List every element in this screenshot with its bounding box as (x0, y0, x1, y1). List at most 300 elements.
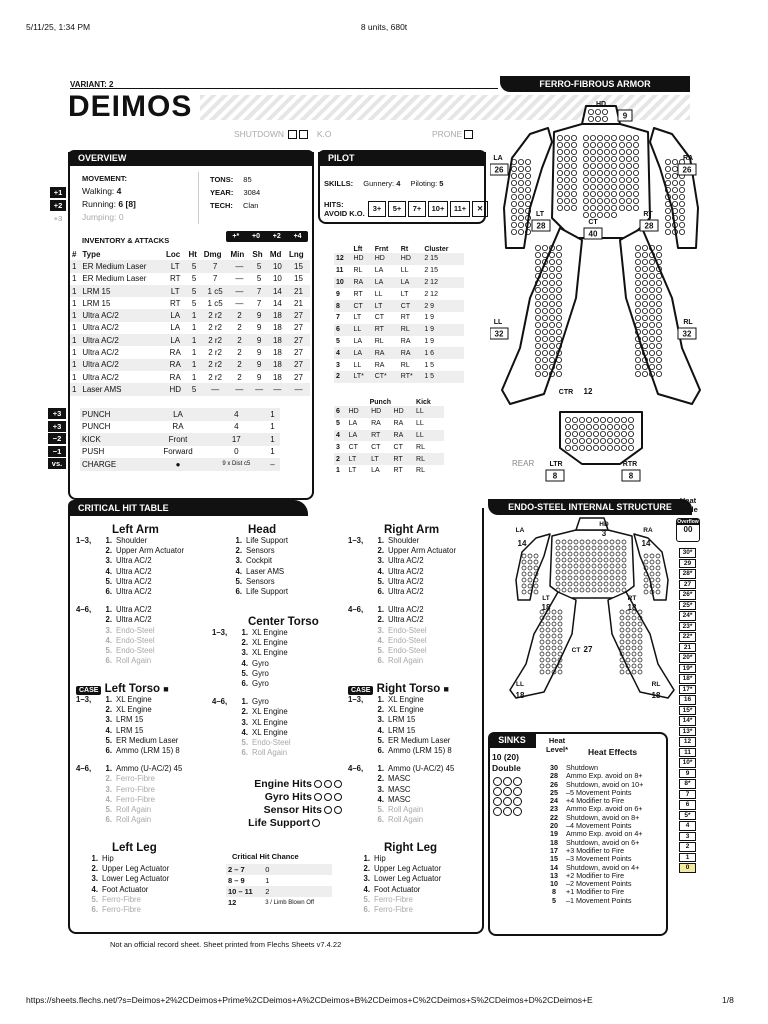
armor-rl-label: RL (683, 319, 693, 326)
internal-ra-label: RA (643, 527, 653, 534)
heat-scale-cell[interactable]: 18* (679, 674, 696, 684)
running-row: Running: 6 [8] (82, 199, 136, 209)
armor-pip[interactable] (558, 670, 562, 674)
armor-hd-label: HD (595, 101, 607, 108)
heat-scale-cell[interactable]: 5* (679, 811, 696, 821)
internal-header: ENDO-STEEL INTERNAL STRUCTURE (488, 499, 692, 515)
hit-location-row: 6 LL RT RL 1 9 (334, 324, 464, 336)
crit-slot[interactable]: 3. Ultra AC/2 (377, 556, 424, 566)
heat-scale-cell[interactable]: 25* (679, 601, 696, 611)
heat-effect-row: 15 –3 Movement Points (550, 854, 632, 864)
weapon-row: 1 Ultra AC/2 LA 1 2 r2 2 9 18 27 (70, 309, 310, 321)
armor-pip[interactable] (556, 364, 561, 369)
crit-slot[interactable]: 5. Roll Again (377, 805, 424, 815)
internal-hd-value: 3 (601, 529, 607, 538)
heat-scale-cell[interactable]: 3 (679, 832, 696, 842)
armor-pip[interactable] (644, 590, 648, 594)
jump-mod: +3 (53, 214, 63, 223)
physical-hit-table: Punch Kick 6 HD HD HD LL 5 LA RA RA LL 4 LA RT RA LL 3 CT CT CT RL 2 LT LT RT RL 1 LT LA RT RL (334, 399, 444, 477)
weapon-row: 1 Ultra AC/2 RA 1 2 r2 2 9 18 27 (72, 348, 303, 358)
heat-effect-row: 23 Ammo Exp. avoid on 6+ (550, 804, 643, 814)
heat-sink-dot[interactable] (513, 797, 522, 806)
crit-slot[interactable]: 4–6, 1. Ultra AC/2 (348, 605, 424, 615)
crit-slot[interactable]: 4–6, 1. Ammo (U-AC/2) 45 (348, 764, 455, 774)
crit-slot[interactable]: 4. Ultra AC/2 (377, 566, 424, 576)
armor-pip[interactable] (656, 245, 661, 250)
internal-lt-label: LT (542, 595, 550, 602)
heat-scale-cell[interactable]: 28* (679, 569, 696, 579)
crit-slot[interactable]: 6. Ammo (LRM 15) 8 (105, 746, 180, 756)
crit-slot[interactable]: 4–6, 1. Gyro (212, 697, 269, 707)
weapon-row: 1 LRM 15 RT 5 1 c5 — 7 14 21 (72, 298, 303, 308)
armor-pip[interactable] (534, 584, 538, 588)
armor-rtr-value: 8 (628, 471, 634, 481)
gyro-hit-1[interactable] (314, 793, 322, 801)
crit-slot[interactable]: 1–3, 1. XL Engine (76, 695, 152, 704)
crit-slot[interactable]: 1–3, 1. Shoulder (76, 536, 148, 545)
armor-ct-label: CT (588, 219, 598, 226)
heat-sink-dot[interactable] (493, 807, 502, 816)
weapon-row: 1 Ultra AC/2 RA 1 2 r2 2 9 18 27 (70, 359, 310, 371)
year-row: YEAR: 3084 (210, 188, 261, 197)
heat-sink-dot[interactable] (493, 787, 502, 796)
crit-chance-title: Critical Hit Chance (232, 852, 299, 861)
heat-scale-cell[interactable]: 22* (679, 632, 696, 642)
armor-pip[interactable] (535, 245, 540, 250)
crit-slot[interactable]: 2. Ultra AC/2 (105, 615, 152, 625)
crit-slot[interactable]: 4. Foot Actuator (91, 884, 149, 894)
armor-ll-label: LL (493, 319, 503, 326)
armor-rt-value: 28 (644, 221, 654, 231)
heat-effects-table (544, 764, 668, 905)
physical-hit-row: 2 LT LT RT RL (334, 453, 444, 465)
hit-location-row: 11 RL LA LL 2 15 (336, 267, 438, 275)
crit-slot[interactable]: 5. Roll Again (105, 805, 152, 815)
armor-ltr-value: 8 (552, 471, 558, 481)
crit-slot[interactable]: 3. XL Engine (241, 648, 288, 658)
hit-location-row: 5 LA RL RA 1 9 (336, 337, 435, 345)
heat-effect-row: 20 –4 Movement Points (550, 821, 632, 831)
heat-scale-cell[interactable]: 0 (679, 863, 696, 873)
armor-pip[interactable] (620, 670, 624, 674)
ko-box-4[interactable]: 10+ (428, 201, 448, 217)
shutdown-checkbox-2[interactable] (299, 130, 308, 139)
armor-pip[interactable] (620, 664, 624, 668)
physical-hit-row: 4 LA RT RA LL (334, 430, 444, 442)
crit-slot[interactable]: 4. Laser AMS (235, 566, 285, 576)
ko-box-dead[interactable]: ✕ (472, 201, 488, 217)
internal-ll-label: LL (516, 681, 524, 688)
crit-slot[interactable]: 3. Lower Leg Actuator (91, 874, 170, 884)
overview-header: OVERVIEW (68, 150, 314, 166)
crit-chance-row: 2 – 7 0 (226, 864, 332, 875)
crit-slot[interactable]: 4. Gyro (241, 658, 269, 668)
heat-scale-cell[interactable]: 11 (679, 748, 696, 758)
crit-slot[interactable]: 5. Ferro-Fibre (363, 894, 413, 904)
engine-hit-2[interactable] (324, 780, 332, 788)
crit-chance-row: 10 – 11 2 (226, 886, 332, 897)
run-mod: +2 (50, 200, 66, 211)
heat-scale-cell[interactable]: 24* (679, 611, 696, 621)
weapon-row: 1 Ultra AC/2 LA 1 2 r2 2 9 18 27 (72, 323, 303, 333)
shutdown-checkbox[interactable] (288, 130, 297, 139)
heat-sink-dot[interactable] (503, 777, 512, 786)
internal-ct-label: CT (571, 647, 581, 654)
armor-pip[interactable] (535, 266, 540, 271)
hit-location-table: Lft Frnt Rt Cluster 12 HD HD HD 2 15 11 RL LA LL 2 15 10 RA LA LA 2 12 9 RT LL LT 2 12 8 CT LT CT 2 9 7 LT CT RT 1 9 6 LL RT RL 1 9 5 LA RL RA 1 9 4 LA RA RA 1 6 3 LL RA RL 1 5 2 LT* CT* RT* 1 5 (334, 246, 464, 383)
armor-pip[interactable] (635, 350, 640, 355)
crit-slot[interactable]: 6. Ferro-Fibre (91, 905, 141, 915)
armor-pip[interactable] (642, 364, 647, 369)
armor-rtr-label: RTR (622, 461, 638, 468)
armor-pip[interactable] (665, 229, 670, 234)
crit-slot[interactable]: 4. LRM 15 (105, 725, 144, 735)
crit-slot[interactable]: 2. Upper Leg Actuator (91, 864, 170, 874)
inventory-table: # Type Loc Ht Dmg Min Sh Md Lng 1 ER Medium Laser LT 5 7 — 5 10 15 1 ER Medium Laser RT 5 7 — 5 10 15 1 LRM 15 LT 5 1 c5 — 7 14 21 1 LRM 15 RT 5 1 c5 — 7 14 21 1 Ultra AC/2 LA 1 2 r2 2 9 18 27 1 Ultra AC/2 LA 1 2 r2 2 9 18 27 1 Ultra AC/2 LA 1 2 r2 2 9 18 27 1 Ultra AC/2 RA 1 2 r2 2 9 18 27 1 Ultra AC/2 RA 1 2 r2 2 9 18 27 1 Ultra AC/2 RA 1 2 r2 2 9 18 27 1 Laser AMS HD 5 — — — — — (70, 248, 310, 396)
weapon-row: 1 Ultra AC/2 LA 1 2 r2 2 9 18 27 (70, 334, 310, 346)
jumping-row: Jumping: 0 (82, 212, 124, 222)
crit-slot[interactable]: 2. XL Engine (377, 705, 424, 715)
heat-scale-cell[interactable]: 20* (679, 653, 696, 663)
armor-pip[interactable] (665, 208, 670, 213)
crit-slot[interactable]: 3. Lower Leg Actuator (363, 874, 442, 884)
print-page-number: 1/8 (722, 995, 734, 1005)
armor-pip[interactable] (665, 215, 670, 220)
heat-scale-cell[interactable]: 21 (679, 643, 696, 653)
crit-slot[interactable]: 6. Ammo (LRM 15) 8 (377, 746, 452, 756)
crit-slot[interactable]: 4–6, 1. Ultra AC/2 (76, 605, 152, 615)
armor-pip[interactable] (635, 371, 640, 376)
crit-slot[interactable]: 3. Cockpit (235, 556, 272, 566)
sensor-hit-1[interactable] (324, 806, 332, 814)
gyro-hit-3[interactable] (334, 793, 342, 801)
sensor-hit-2[interactable] (334, 806, 342, 814)
crit-head: Head 1. Life Support 2. Sensors 3. Cockpit 4. Laser AMS 5. Sensors 6. Life Support (220, 524, 360, 597)
divider (198, 172, 199, 224)
physical-hit-row: 1 LT LA RT RL (336, 467, 425, 475)
armor-pip[interactable] (635, 357, 640, 362)
armor-pip[interactable] (534, 590, 538, 594)
crit-slot[interactable]: 4. LRM 15 (377, 725, 416, 735)
heat-effects-label: Heat Effects (588, 747, 638, 757)
crit-slot[interactable]: 1. Life Support (235, 536, 289, 545)
armor-pip[interactable] (642, 371, 647, 376)
heat-scale-cell[interactable]: 16 (679, 695, 696, 705)
pilot-header: PILOT (318, 150, 486, 166)
armor-lt-value: 28 (536, 221, 546, 231)
armor-pip[interactable] (535, 259, 540, 264)
heat-sink-dot[interactable] (503, 787, 512, 796)
armor-ll-value: 32 (494, 329, 504, 339)
heat-effect-row: 26 Shutdown, avoid on 10+ (550, 779, 644, 789)
internal-diagram (500, 516, 684, 720)
heat-sink-dot[interactable] (513, 807, 522, 816)
internal-ct-value: 27 (583, 645, 593, 654)
heat-scale-cell[interactable]: 1 (679, 853, 696, 863)
hit-location-row: 2 LT* CT* RT* 1 5 (334, 371, 464, 383)
internal-hd-label: HD (599, 521, 609, 528)
inventory-title: INVENTORY & ATTACKS (82, 236, 170, 245)
crit-slot[interactable]: 6. Roll Again (377, 815, 424, 825)
armor-ctr-value: 12 (583, 387, 593, 396)
crit-slot[interactable]: 2. Upper Arm Actuator (377, 546, 457, 556)
heat-sink-dot[interactable] (503, 807, 512, 816)
crit-slot[interactable]: 4. XL Engine (241, 727, 288, 737)
case-badge-right: CASE (348, 686, 373, 695)
armor-ctr-label: CTR (558, 389, 574, 396)
tons-row: TONS: 85 (210, 175, 252, 184)
crit-slot[interactable]: 3. LRM 15 (377, 715, 416, 725)
heat-sink-dot[interactable] (513, 787, 522, 796)
crit-slot[interactable]: 2. MASC (377, 774, 411, 784)
physical-hit-row: 5 LA RA RA LL (336, 420, 424, 428)
range-modifiers: +* +0 +2 +4 (226, 231, 308, 242)
heat-scale (679, 548, 696, 874)
title-rule (70, 88, 498, 89)
armor-lt-label: LT (535, 211, 545, 218)
heat-scale-cell[interactable]: 23* (679, 622, 696, 632)
crit-slot[interactable]: 5. ER Medium Laser (105, 735, 179, 745)
armor-pip[interactable] (556, 357, 561, 362)
heat-scale-cell[interactable]: 9 (679, 769, 696, 779)
crit-slot[interactable]: 3. LRM 15 (105, 715, 144, 725)
engine-hit-1[interactable] (314, 780, 322, 788)
internal-rl-value: 18 (651, 691, 661, 700)
internal-right-leg (608, 592, 674, 698)
crit-slot[interactable]: 5. ER Medium Laser (377, 735, 451, 745)
crit-slot[interactable]: 6. Ultra AC/2 (105, 587, 152, 597)
physical-attack-row: CHARGE ● 9 x Dist c5 – (80, 458, 280, 471)
crit-left-leg: Left Leg 1. Hip 2. Upper Leg Actuator 3. Lower Leg Actuator 4. Foot Actuator 5. Ferro-Fibre 6. Ferro-Fibre (76, 842, 216, 915)
armor-pip[interactable] (656, 252, 661, 257)
crit-slot[interactable]: 2. Upper Leg Actuator (363, 864, 442, 874)
crit-slot[interactable]: 3. MASC (377, 784, 411, 794)
hit-location-row: 3 LL RA RL 1 5 (336, 361, 435, 369)
crit-slot[interactable]: 3. Ferro-Fibre (105, 784, 155, 794)
crit-slot[interactable]: 6. Roll Again (105, 656, 152, 666)
heat-effect-row: 13 +2 Modifier to Fire (550, 870, 625, 880)
crit-slot[interactable]: 3. XL Engine (241, 717, 288, 727)
ko-box-5[interactable]: 11+ (450, 201, 470, 217)
heat-effect-row: 8 +1 Modifier to Fire (552, 887, 625, 897)
heat-scale-cell[interactable]: 17* (679, 685, 696, 695)
prone-checkbox[interactable] (464, 130, 473, 139)
heat-effect-row: 30 Shutdown (550, 763, 598, 772)
heat-scale-cell[interactable]: 29 (679, 559, 696, 569)
weapon-row: 1 ER Medium Laser RT 5 7 — 5 10 15 (72, 274, 303, 284)
heat-overflow: Overflow 00 (676, 518, 700, 542)
heat-scale-cell[interactable]: 2 (679, 842, 696, 852)
print-timestamp: 5/11/25, 1:34 PM (26, 22, 91, 32)
heat-scale-cell[interactable]: 19* (679, 664, 696, 674)
heat-scale-cell[interactable]: 26* (679, 590, 696, 600)
heat-sink-dot[interactable] (493, 777, 502, 786)
mech-name: DEIMOS (68, 90, 193, 123)
internal-rt-label: RT (627, 595, 637, 602)
crit-slot[interactable]: 5. Ultra AC/2 (377, 576, 424, 586)
armor-pip[interactable] (542, 245, 547, 250)
crit-right-torso: CASE Right Torso ■ 1–3, 1. XL Engine 2. XL Engine 3. LRM 15 4. LRM 15 5. ER Medium Laser 6. Ammo (LRM 15) 8 4–6, 1. Ammo (U-AC/2) 45 2. MASC 3. MASC 4. MASC 5. Roll Again 6. Roll Again (348, 683, 478, 825)
hit-location-row: 9 RT LL LT 2 12 (336, 290, 438, 298)
walking-row: Walking: 4 (82, 186, 122, 196)
ko-box-3[interactable]: 7+ (408, 201, 426, 217)
weapon-row: 1 Ultra AC/2 RA 1 2 r2 2 9 18 27 (72, 372, 303, 382)
crit-slot[interactable]: 2. XL Engine (105, 705, 152, 715)
crit-slot[interactable]: 4. Endo-Steel (105, 635, 155, 645)
crit-slot[interactable]: 3. Ultra AC/2 (105, 556, 152, 566)
internal-rl-label: RL (651, 681, 661, 688)
sinks-type: Double (492, 763, 521, 773)
rear-label: REAR (512, 459, 535, 468)
gyro-hit-2[interactable] (324, 793, 332, 801)
crit-slot[interactable]: 2. Sensors (235, 546, 275, 556)
heat-effect-row: 18 Shutdown, avoid on 6+ (550, 837, 640, 847)
hit-location-row: 7 LT CT RT 1 9 (336, 314, 435, 322)
crit-slot[interactable]: 4. Endo-Steel (377, 635, 427, 645)
crit-slot[interactable]: 5. Endo-Steel (105, 646, 155, 656)
crit-slot[interactable]: 2. Ferro-Fibre (105, 774, 155, 784)
crit-slot[interactable]: 1. Hip (363, 854, 386, 863)
crit-slot[interactable]: 1–3, 1. XL Engine (348, 695, 424, 704)
ko-box-2[interactable]: 5+ (388, 201, 406, 217)
print-tab-title: 8 units, 680t (360, 22, 408, 32)
pilot-hits-label: HITS: AVOID K.O. (324, 200, 365, 218)
heat-effect-row: 17 +3 Modifier to Fire (550, 845, 625, 855)
crit-slot[interactable]: 1. Hip (91, 854, 114, 863)
armor-pip[interactable] (644, 584, 648, 588)
armor-pip[interactable] (638, 610, 642, 614)
heat-scale-title: Heat Scale (678, 496, 698, 514)
armor-pip[interactable] (635, 364, 640, 369)
armor-la-label: LA (493, 155, 503, 162)
heat-scale-cell[interactable]: 30* (679, 548, 696, 558)
hit-location-row: 8 CT LT CT 2 9 (334, 300, 464, 312)
heat-scale-cell[interactable]: 6 (679, 800, 696, 810)
crit-slot[interactable]: 5. Ferro-Fibre (91, 894, 141, 904)
heat-scale-cell[interactable]: 13* (679, 727, 696, 737)
armor-hd-value: 9 (622, 111, 628, 121)
heat-sink-dot[interactable] (493, 797, 502, 806)
crit-header: CRITICAL HIT TABLE (68, 500, 308, 516)
crit-slot[interactable]: 5. Sensors (235, 576, 275, 586)
crit-slot[interactable]: 4–6, 1. Ammo (U-AC/2) 45 (76, 764, 183, 774)
crit-center-torso: Center Torso 1–3, 1. XL Engine 2. XL Engine 3. XL Engine 4. Gyro 5. Gyro 6. Gyro 4–6, 1. Gyro 2. XL Engine 3. XL Engine 4. XL Engine 5. Endo-Steel 6. Roll Again (212, 616, 352, 758)
crit-slot[interactable]: 4. Foot Actuator (363, 884, 421, 894)
crit-slot[interactable]: 6. Roll Again (241, 748, 288, 758)
heat-scale-cell[interactable]: 7 (679, 790, 696, 800)
crit-slot[interactable]: 2. Upper Arm Actuator (105, 546, 185, 556)
crit-slot[interactable]: 4. Ultra AC/2 (105, 566, 152, 576)
crit-chance-table (226, 864, 332, 908)
heat-scale-cell[interactable]: 12 (679, 737, 696, 747)
crit-slot[interactable]: 4. MASC (377, 794, 411, 804)
heat-scale-cell[interactable]: 27 (679, 580, 696, 590)
crit-right-leg: Right Leg 1. Hip 2. Upper Leg Actuator 3. Lower Leg Actuator 4. Foot Actuator 5. Ferro-Fibre 6. Ferro-Fibre (348, 842, 478, 915)
crit-slot[interactable]: 2. XL Engine (241, 638, 288, 648)
crit-slot[interactable]: 4. Ferro-Fibre (105, 794, 155, 804)
crit-chance-row: 12 3 / Limb Blown Off (228, 898, 315, 907)
armor-pip[interactable] (556, 371, 561, 376)
hit-location-row: 12 HD HD HD 2 15 (334, 253, 464, 265)
crit-slot[interactable]: 6. Gyro (241, 679, 269, 689)
crit-slot[interactable]: 5. Endo-Steel (377, 646, 427, 656)
physical-attack-row: PUSH Forward 0 1 (82, 447, 275, 457)
armor-pip[interactable] (542, 252, 547, 257)
crit-slot[interactable]: 3. Endo-Steel (105, 625, 155, 635)
physical-attacks-table (80, 408, 280, 471)
variant-label: VARIANT: 2 (70, 80, 114, 89)
crit-slot[interactable]: 6. Ferro-Fibre (363, 905, 413, 915)
armor-type-header: FERRO-FIBROUS ARMOR (500, 76, 690, 92)
crit-slot[interactable]: 6. Roll Again (105, 815, 152, 825)
heat-scale-cell[interactable]: 15* (679, 706, 696, 716)
heat-scale-cell[interactable]: 4 (679, 821, 696, 831)
armor-rl-value: 32 (682, 329, 692, 339)
heat-effect-row: 22 Shutdown, avoid on 8+ (550, 812, 640, 822)
crit-slot[interactable]: 2. XL Engine (241, 707, 288, 717)
case-badge-left: CASE (76, 686, 101, 695)
heat-scale-cell[interactable]: 10* (679, 758, 696, 768)
hit-location-row: 10 RA LA LA 2 12 (334, 277, 464, 289)
crit-slot[interactable]: 5. Endo-Steel (241, 738, 291, 748)
internal-ra-value: 14 (641, 539, 651, 548)
crit-slot[interactable]: 1–3, 1. Shoulder (348, 536, 420, 545)
heat-sink-dot[interactable] (503, 797, 512, 806)
sinks-header: SINKS (488, 732, 536, 748)
heat-effect-row: 25 –5 Movement Points (550, 787, 632, 797)
crit-slot[interactable]: 3. Endo-Steel (377, 625, 427, 635)
armor-pip[interactable] (558, 664, 562, 668)
crit-left-torso: CASE Left Torso ■ 1–3, 1. XL Engine 2. XL Engine 3. LRM 15 4. LRM 15 5. ER Medium Laser 6. Ammo (LRM 15) 8 4–6, 1. Ammo (U-AC/2) 45 2. Ferro-Fibre 3. Ferro-Fibre 4. Ferro-Fibre 5. Roll Again 6. Roll Again (76, 683, 216, 825)
armor-pip[interactable] (635, 343, 640, 348)
crit-slot[interactable]: 2. Ultra AC/2 (377, 615, 424, 625)
armor-torso (552, 124, 650, 238)
ko-box-1[interactable]: 3+ (368, 201, 386, 217)
ko-track (368, 201, 488, 217)
weapon-row: 1 ER Medium Laser LT 5 7 — 5 10 15 (70, 260, 310, 272)
shutdown-status: SHUTDOWN K.O (234, 129, 332, 139)
armor-ltr-label: LTR (549, 461, 563, 468)
heat-scale-cell[interactable]: 8* (679, 779, 696, 789)
heat-sink-tracker (493, 777, 533, 817)
crit-slot[interactable]: 6. Roll Again (377, 656, 424, 666)
tech-row: TECH: Clan (210, 201, 259, 210)
prone-status: PRONE (432, 129, 473, 139)
crit-chance-row: 8 – 9 1 (228, 876, 270, 885)
engine-hit-3[interactable] (334, 780, 342, 788)
crit-slot[interactable]: 1–3, 1. XL Engine (212, 628, 288, 637)
armor-pip[interactable] (665, 222, 670, 227)
armor-la-value: 26 (494, 165, 504, 175)
armor-diagram (490, 98, 712, 490)
crit-slot[interactable]: 6. Ultra AC/2 (377, 587, 424, 597)
pilot-skills: SKILLS: Gunnery: 4 Piloting: 5 (324, 179, 444, 188)
crit-slot[interactable]: 5. Ultra AC/2 (105, 576, 152, 586)
armor-pip[interactable] (644, 578, 648, 582)
heat-sink-dot[interactable] (513, 777, 522, 786)
internal-la-label: LA (515, 527, 525, 534)
crit-slot[interactable]: 6. Life Support (235, 587, 289, 597)
armor-pip[interactable] (535, 252, 540, 257)
crit-slot[interactable]: 5. Gyro (241, 668, 269, 678)
heat-scale-cell[interactable]: 14* (679, 716, 696, 726)
armor-ct-value: 40 (588, 229, 598, 239)
system-hits: Engine Hits Gyro Hits Sensor Hits Life Support (226, 778, 342, 830)
heat-effect-row: 24 +4 Modifier to Fire (550, 796, 625, 806)
heat-effect-row: 14 Shutdown, avoid on 4+ (550, 862, 640, 872)
life-support-hit[interactable] (312, 819, 320, 827)
physical-mods: +3 +3 −2 −1 vs. (48, 408, 66, 469)
